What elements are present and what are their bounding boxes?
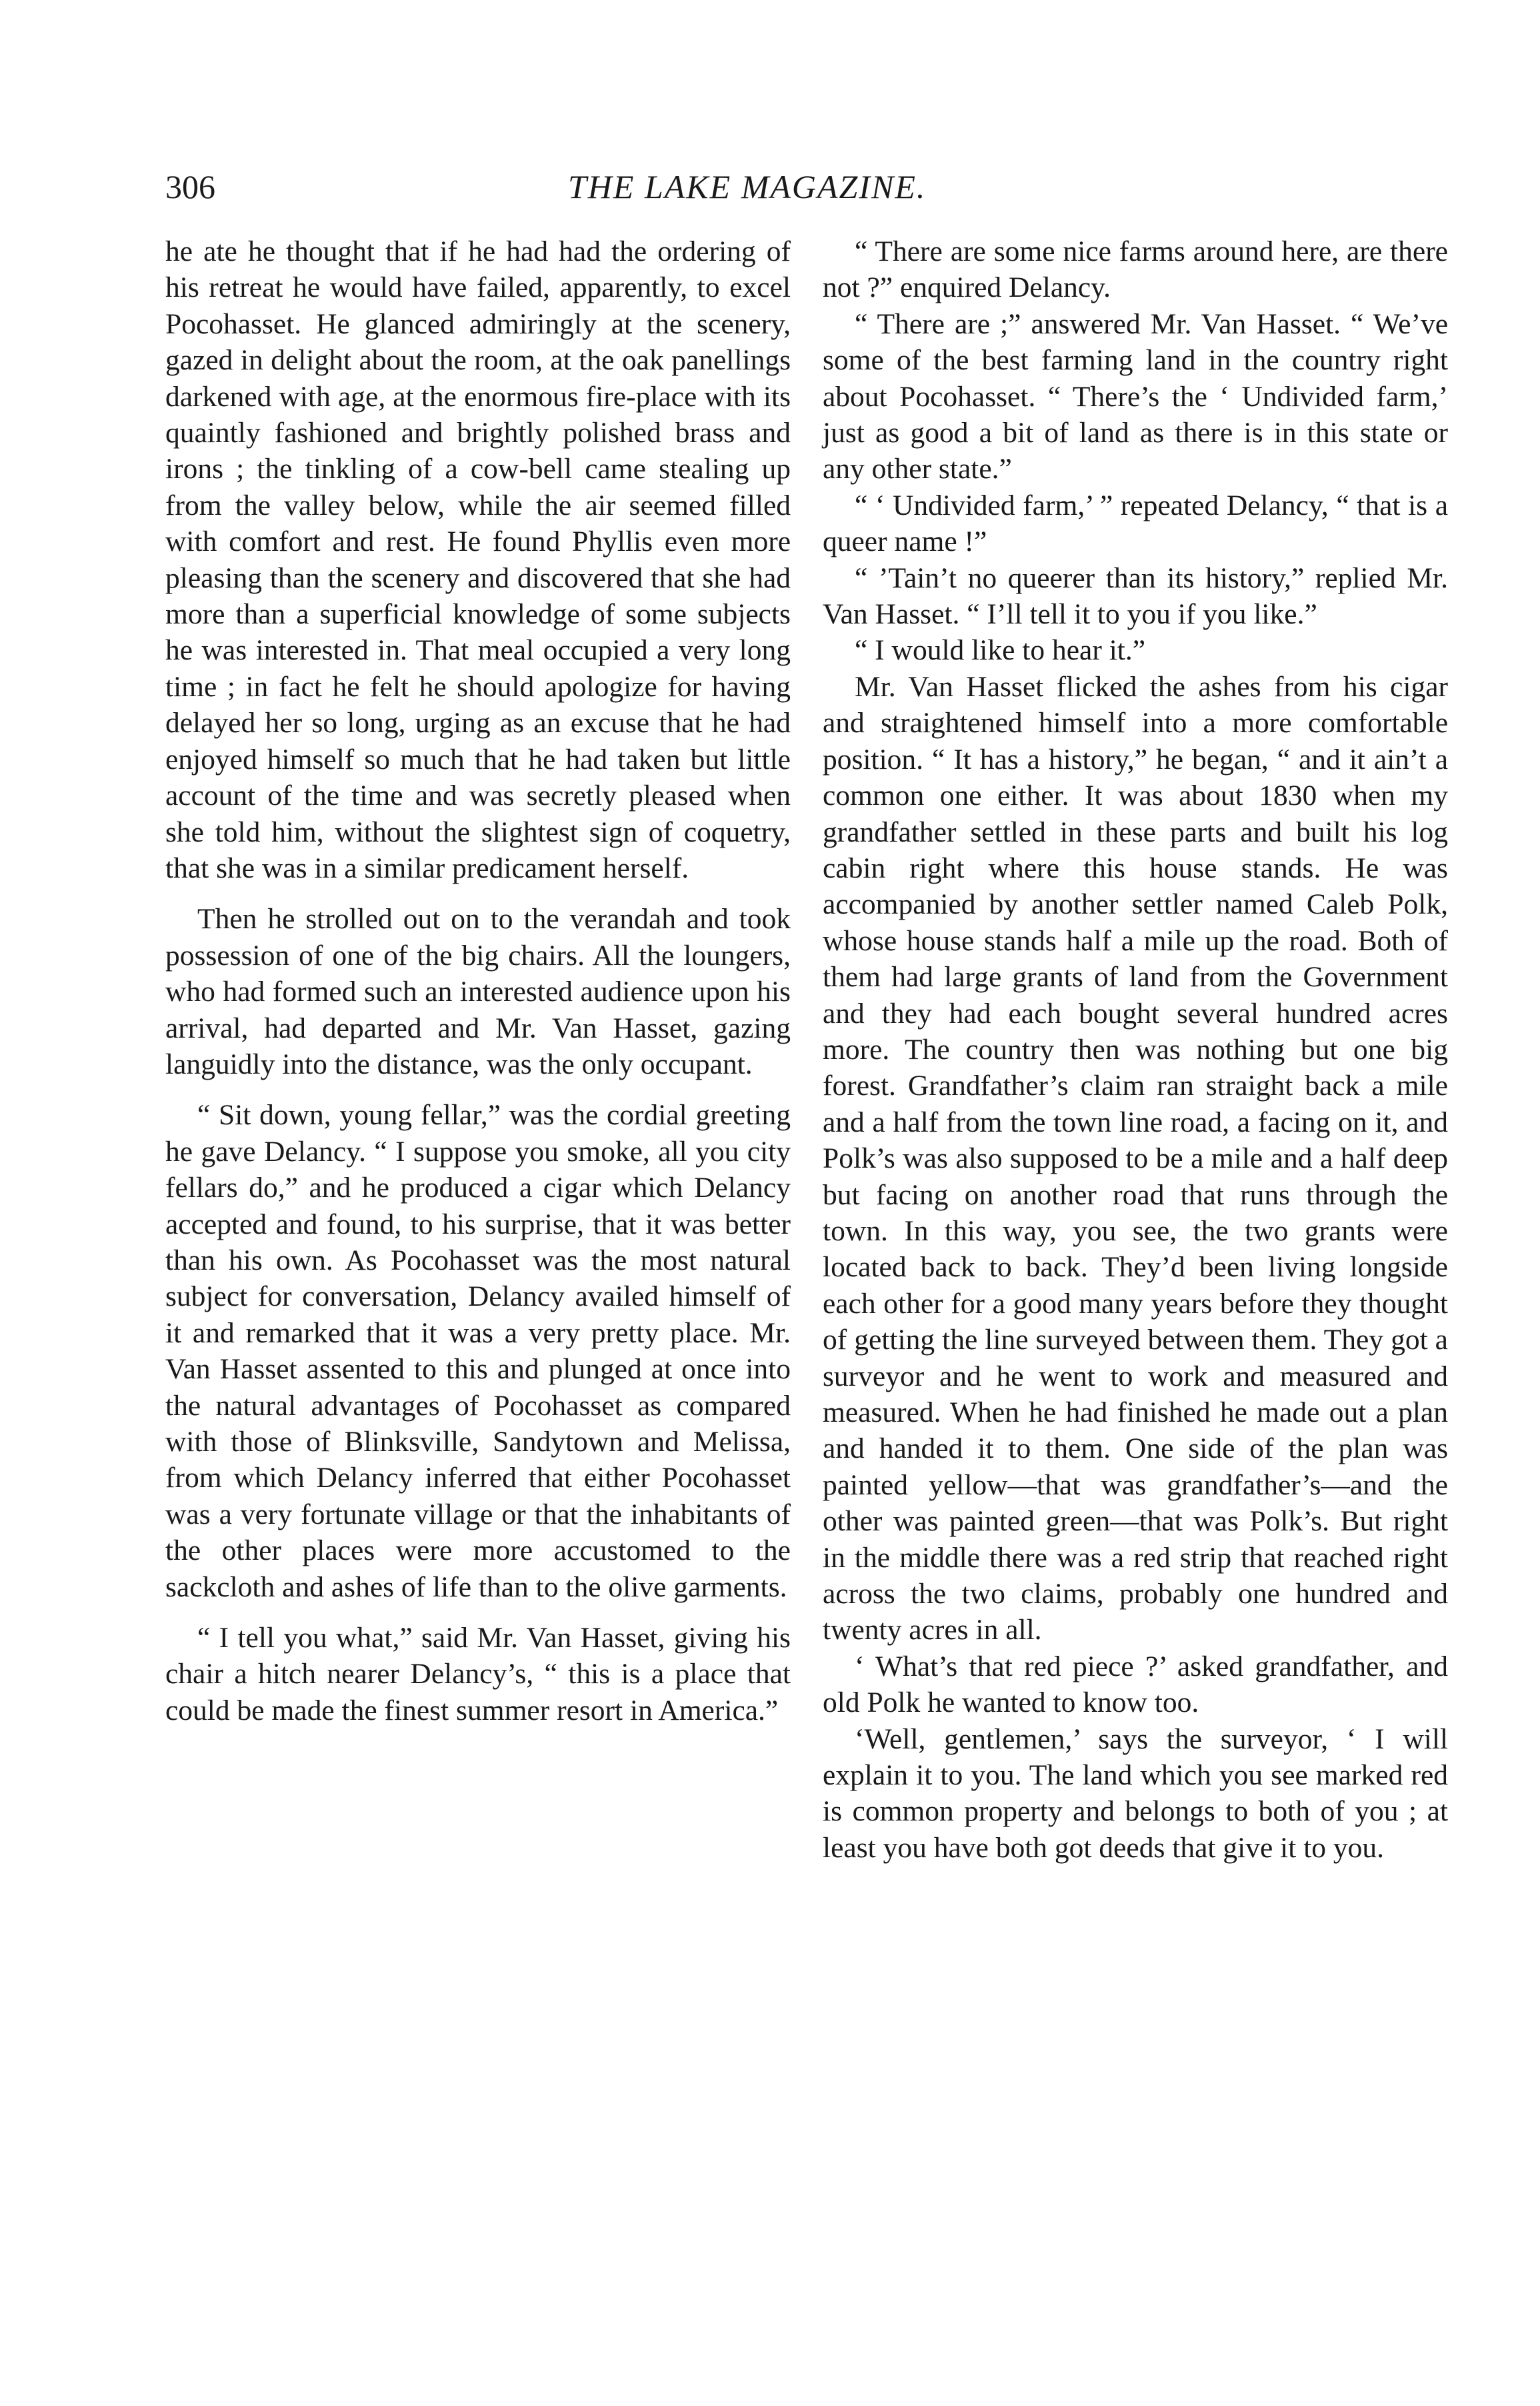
paragraph: he ate he thought that if he had had the ordering of his retreat he would have failed, apparently, to excel Pocohasset. He glanced admiringly at the scenery, gazed in delight about the room, at the oak panellings darkened with age, at the enormous fire-place with its quaintly fashioned and brightly polished brass and irons ; the tinkling of a cow-bell came stealing up from the valley below, while the air seemed filled with comfort and rest. He found Phyllis even more pleasing than the scenery and discovered that she had more than a superficial knowledge of some subjects he was interested in. That meal occupied a very long time ; in fact he felt he should apologize for having delayed her so long, urging as an excuse that he had enjoyed himself so much that he had taken but little account of the time and was secretly pleased when she told him, without the slightest sign of coquetry, that she was in a similar predicament herself.	[165, 235, 791, 884]
paragraph: “ ‘ Undivided farm,’ ” repeated Delancy, “ that is a queer name !”	[823, 489, 1448, 558]
right-column	[823, 233, 1448, 1866]
paragraph: “ I tell you what,” said Mr. Van Hasset, giving his chair a hitch nearer Delancy’s, “ this is a place that could be made the finest summer resort in America.”	[165, 1622, 791, 1726]
paragraph: “ There are some nice farms around here, are there not ?” enquired Delancy.	[823, 235, 1448, 304]
left-column	[165, 233, 791, 1728]
paragraph: “ I would like to hear it.”	[855, 634, 1146, 667]
paragraph: ‘ What’s that red piece ?’ asked grandfather, and old Polk he wanted to know too.	[823, 1650, 1448, 1719]
paragraph: “ There are ;” answered Mr. Van Hasset. “ We’ve some of the best farming land in the country right about Pocohasset. “ There’s the ‘ Undivided farm,’ just as good a bit of land as there is in this state or any other state.”	[823, 307, 1448, 485]
paragraph: Mr. Van Hasset flicked the ashes from his cigar and straightened himself into a more comfortable position. “ It has a history,” he began, “ and it ain’t a common one either. It was about 1830 when my grandfather settled in these parts and built his log cabin right where this house stands. He was accompanied by another settler named Caleb Polk, whose house stands half a mile up the road. Both of them had large grants of land from the Government and they had each bought several hundred acres more. The country then was nothing but one big forest. Grandfather’s claim ran straight back a mile and a half from the town line road, a facing on it, and Polk’s was also supposed to be a mile and a half deep but facing on another road that runs through the town. In this way, you see, the two grants were located back to back. They’d been living longside each other for a good many years before they thought of getting the line surveyed between them. They got a surveyor and he went to work and measured and measured. When he had finished he made out a plan and handed it to them. One side of the plan was painted yellow—that was grandfather’s—and the other was painted green—that was Polk’s. But right in the middle there was a red strip that reached right across the two claims, probably one hundred and twenty acres in all.	[823, 670, 1448, 1646]
page-header	[165, 167, 1365, 213]
paragraph: ‘Well, gentlemen,’ says the surveyor, ‘ I will explain it to you. The land which you see marked red is common property and belongs to both of you ; at least you have both got deeds that give it to you.	[823, 1722, 1448, 1864]
paragraph: “ Sit down, young fellar,” was the cordial greeting he gave Delancy. “ I suppose you smoke, all you city fellars do,” and he produced a cigar which Delancy accepted and found, to his surprise, that it was better than his own. As Pocohasset was the most natural subject for conversation, Delancy availed himself of it and remarked that it was a very pretty place. Mr. Van Hasset assented to this and plunged at once into the natural advantages of Pocohasset as compared with those of Blinksville, Sandytown and Melissa, from which Delancy inferred that either Pocohasset was a very fortunate village or that the inhabitants of the other places were more accustomed to the sackcloth and ashes of life than to the olive garments.	[165, 1099, 791, 1603]
paragraph: “ ’Tain’t no queerer than its history,” replied Mr. Van Hasset. “ I’ll tell it to you if you like.”	[823, 561, 1448, 631]
paragraph: Then he strolled out on to the verandah and took possession of one of the big chairs. All the loungers, who had formed such an interested audience upon his arrival, had departed and Mr. Van Hasset, gazing languidly into the distance, was the only occupant.	[165, 903, 791, 1080]
running-title: THE LAKE MAGAZINE.	[568, 168, 927, 205]
page-number: 306	[165, 168, 215, 205]
